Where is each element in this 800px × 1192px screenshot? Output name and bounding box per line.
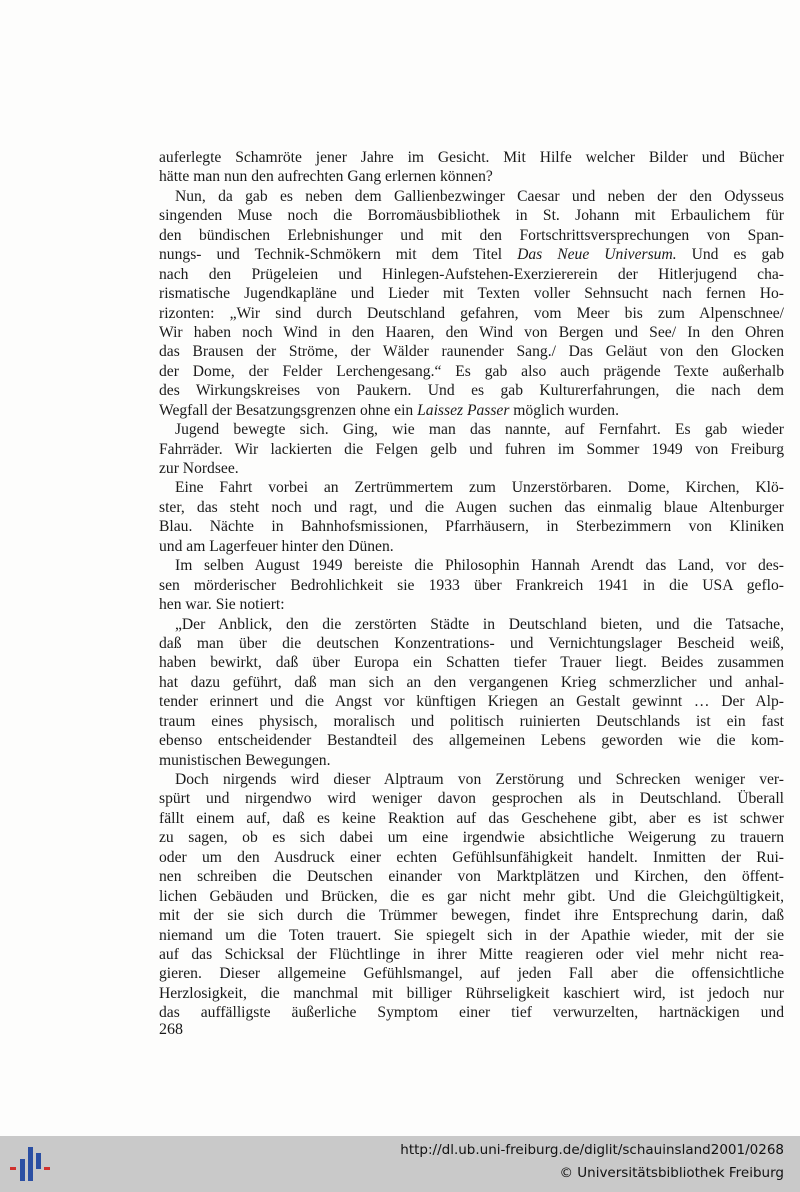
source-url-link[interactable]: http://dl.ub.uni-freiburg.de/diglit/schauinsland2001/0268	[400, 1142, 784, 1158]
text-line: nach den Prügeleien und Hinlegen-Aufstehen-Exerziererein der Hitlerjugend cha-	[159, 265, 784, 283]
text-line: rismatische Jugendkapläne und Lieder mit Texten voller Sehnsucht nach fernen Ho-	[159, 285, 784, 303]
text-line: das auffälligste äußerliche Symptom einer tief verwurzelten, hartnäckigen und	[159, 1004, 784, 1022]
text-line: den bündischen Erlebnishunger und mit den Fortschrittsversprechungen von Span-	[159, 226, 784, 244]
text-line: das Brausen der Ströme, der Wälder raunender Sang./ Das Geläut von den Glocken	[159, 343, 784, 361]
text-line: und am Lagerfeuer hinter den Dünen.	[159, 537, 394, 555]
text-line: Wir haben noch Wind in den Haaren, den Wind von Bergen und See/ In den Ohren	[159, 323, 784, 341]
text-line: des Wirkungskreises von Paukern. Und es gab Kulturerfahrungen, die nach dem	[159, 382, 784, 400]
text-line: nen schreiben die Deutschen einander von Marktplätzen und Kirchen, den öffent-	[159, 868, 784, 886]
text-line: traum eines physisch, moralisch und politisch ruinierten Deutschlands ist ein fast	[159, 712, 784, 730]
text-line: niemand um die Toten trauert. Sie spiegelt sich in der Apathie wieder, mit der sie	[159, 926, 784, 944]
text-line: hätte man nun den aufrechten Gang erlernen können?	[159, 168, 493, 186]
text-line: Im selben August 1949 bereiste die Philosophin Hannah Arendt das Land, vor des-	[175, 557, 784, 575]
text-line: Eine Fahrt vorbei an Zertrümmertem zum Unzerstörbaren. Dome, Kirchen, Klö-	[175, 479, 784, 497]
text-line: daß man über die deutschen Konzentrations- und Vernichtungslager Bescheid weiß,	[159, 634, 784, 652]
text-line: der Dome, der Felder Lerchengesang.“ Es gab also auch prägende Texte außerhalb	[159, 362, 784, 380]
text-line: Fahrräder. Wir lackierten die Felgen gelb und fuhren im Sommer 1949 von Freiburg	[159, 440, 784, 458]
text-line: oder um den Ausdruck einer echten Gefühlsunfähigkeit handelt. Inmitten der Rui-	[159, 848, 784, 866]
text-line: munistischen Bewegungen.	[159, 751, 331, 769]
text-line: tender erinnert und die Angst vor künftigen Kriegen an Gestalt gewinnt … Der Alp-	[159, 693, 784, 711]
text-line: rizonten: „Wir sind durch Deutschland gefahren, vom Meer bis zum Alpenschnee/	[159, 304, 784, 322]
ub-freiburg-logo-icon	[8, 1143, 52, 1185]
text-line: ebenso entscheidender Bestandteil des allgemeinen Lebens geworden wie die kom-	[159, 732, 784, 750]
text-line: Jugend bewegte sich. Ging, wie man das nannte, auf Fernfahrt. Es gab wieder	[175, 421, 784, 439]
italic-title: Laissez Passer	[417, 401, 510, 419]
footer-bar	[0, 1136, 800, 1192]
text-line: zur Nordsee.	[159, 460, 239, 477]
text-line: auf das Schicksal der Flüchtlinge in ihrer Mitte reagieren oder viel mehr nicht rea-	[159, 945, 784, 963]
text-line: hat dazu geführt, daß man sich an den vergangenen Krieg schmerzlicher und anhal-	[159, 673, 784, 691]
text-line: haben bewirkt, daß über Europa ein Schatten tiefer Trauer liegt. Beides zusammen	[159, 654, 784, 672]
text-line: Nun, da gab es neben dem Gallienbezwinger Caesar und neben der den Odysseus	[175, 187, 784, 205]
text-line: ster, das steht noch und ragt, und die Augen suchen das einmalig blaue Altenburger	[159, 498, 784, 516]
text-line: zu sagen, ob es sich dabei um eine irgendwie absichtliche Weigerung zu trauern	[159, 829, 784, 847]
text-line: hen war. Sie notiert:	[159, 596, 285, 614]
text-line: Wegfall der Besatzungsgrenzen ohne ein Laissez Passer möglich wurden.	[159, 401, 619, 419]
copyright-text: © Universitätsbibliothek Freiburg	[559, 1165, 784, 1181]
body-text	[159, 148, 784, 1023]
text-line: nungs- und Technik-Schmökern mit dem Titel Das Neue Universum. Und es gab	[159, 246, 784, 264]
text-line: gieren. Dieser allgemeine Gefühlsmangel, auf jeden Fall aber die offensichtliche	[159, 965, 784, 983]
text-line: Herzlosigkeit, die manchmal mit billiger Rührseligkeit kaschiert wird, ist jedoch nur	[159, 984, 784, 1002]
text-line: Blau. Nächte in Bahnhofsmissionen, Pfarrhäusern, in Sterbezimmern von Kliniken	[159, 518, 784, 536]
text-line: singenden Muse noch die Borromäusbibliothek in St. Johann mit Erbaulichem für	[159, 207, 784, 225]
text-line: auferlegte Schamröte jener Jahre im Gesicht. Mit Hilfe welcher Bilder und Bücher	[159, 149, 784, 166]
text-line: mit der sie sich durch die Trümmer bewegen, findet ihre Entsprechung darin, daß	[159, 907, 784, 925]
text-line: fällt einem auf, daß es keine Reaktion auf das Geschehene gibt, aber es ist schwer	[159, 809, 784, 827]
text-line: sen mörderischer Bedrohlichkeit sie 1933 über Frankreich 1941 in die USA geflo-	[159, 576, 784, 594]
page-number: 268	[159, 1021, 183, 1038]
text-line: spürt und nirgendwo wird weniger davon gesprochen als in Deutschland. Überall	[159, 790, 784, 808]
text-line: „Der Anblick, den die zerstörten Städte in Deutschland bieten, und die Tatsache,	[175, 615, 784, 633]
text-line: Doch nirgends wird dieser Alptraum von Zerstörung und Schrecken weniger ver-	[175, 771, 784, 788]
text-line: lichen Gebäuden und Brücken, die es gar nicht mehr gibt. Und die Gleichgültigkeit,	[159, 887, 784, 905]
italic-title: Das Neue Universum.	[517, 246, 677, 264]
